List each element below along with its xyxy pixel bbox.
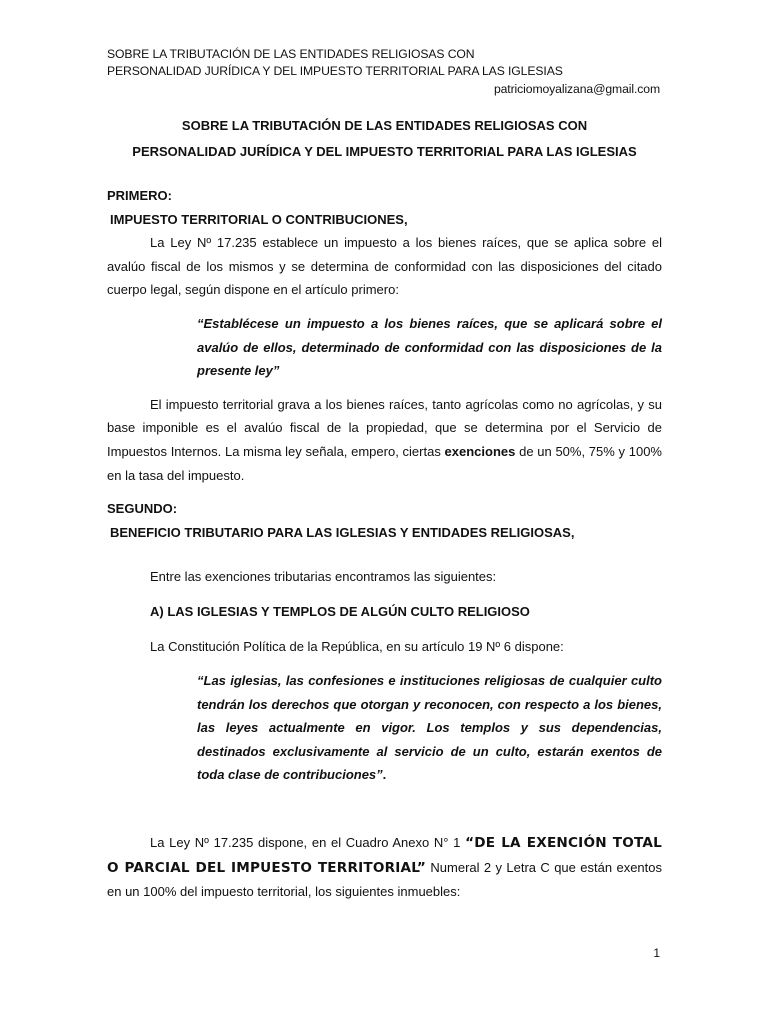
exemptions-keyword: exenciones [444,443,516,459]
section-1-label: PRIMERO: [107,188,172,203]
constitution-quote-text: “Las iglesias, las confesiones e instituciones religiosas de cualquier culto tendrán los derechos que otorgan y reconocen, con respecto a los bienes, las leyes actualmente en vigor. Los templos y sus dependencias, destinados exclusivamente al servicio de un culto, estarán exentos de toda clase de contribuciones” [197,673,662,783]
document-title-line-2: PERSONALIDAD JURÍDICA Y DEL IMPUESTO TERRITORIAL PARA LAS IGLESIAS [132,144,637,159]
running-header [107,46,667,98]
annex-title: “DE LA EXENCIÓN TOTAL O PARCIAL DEL IMPUESTO TERRITORIAL” [107,835,662,876]
document-title-line-1: SOBRE LA TRIBUTACIÓN DE LAS ENTIDADES RELIGIOSAS CON [181,118,588,133]
constitution-reference: La Constitución Política de la República, en su artículo 19 Nº 6 dispone: [150,638,564,654]
section-1-paragraph-2 [107,393,662,487]
law-annex-paragraph [107,831,662,905]
author-email: patriciomoyalizana@gmail.com [493,82,660,96]
section-2-subheading: A) LAS IGLESIAS Y TEMPLOS DE ALGÚN CULTO RELIGIOSO [150,603,530,619]
law-annex-text-end: Numeral 2 y Letra C que están exentos en un 100% del impuesto territorial, los siguientes inmuebles: [107,859,662,900]
header-title-line-2: PERSONALIDAD JURÍDICA Y DEL IMPUESTO TERRITORIAL PARA LAS IGLESIAS [107,64,563,78]
header-title-line-1: SOBRE LA TRIBUTACIÓN DE LAS ENTIDADES RELIGIOSAS CON [107,47,475,61]
section-1-heading: IMPUESTO TERRITORIAL O CONTRIBUCIONES, [110,211,408,227]
section-1-paragraph-2-text: El impuesto territorial grava a los bienes raíces, tanto agrícolas como no agrícolas, y su base imponible es el avalúo fiscal de la propiedad, que se determina por el Servicio de Impuestos Internos. La misma ley señala, empero, ciertas [107,396,662,459]
section-2-label: SEGUNDO: [107,501,178,517]
document-body [107,113,662,905]
section-1-paragraph-1: La Ley Nº 17.235 establece un impuesto a los bienes raíces, que se aplica sobre el avalúo fiscal de los mismos y se determina de conformidad con las disposiciones del citado cuerpo legal, según dispone en el artículo primero: [107,235,662,298]
constitution-quote-end: . [382,767,387,783]
section-1-paragraph-2-text-end: de un 50%, 75% y 100% en la tasa del impuesto. [107,443,662,483]
section-2-heading: BENEFICIO TRIBUTARIO PARA LAS IGLESIAS Y ENTIDADES RELIGIOSAS, [110,524,575,540]
constitution-quote [197,669,662,787]
law-annex-text: La Ley Nº 17.235 dispone, en el Cuadro Anexo N° 1 [150,835,466,851]
section-1-legal-quote: “Establécese un impuesto a los bienes raíces, que se aplicará sobre el avalúo de ellos, determinado de conformidad con las disposiciones de la presente ley” [197,315,662,379]
section-2-intro: Entre las exenciones tributarias encontramos las siguientes: [150,569,497,585]
page-number: 1 [653,946,660,960]
